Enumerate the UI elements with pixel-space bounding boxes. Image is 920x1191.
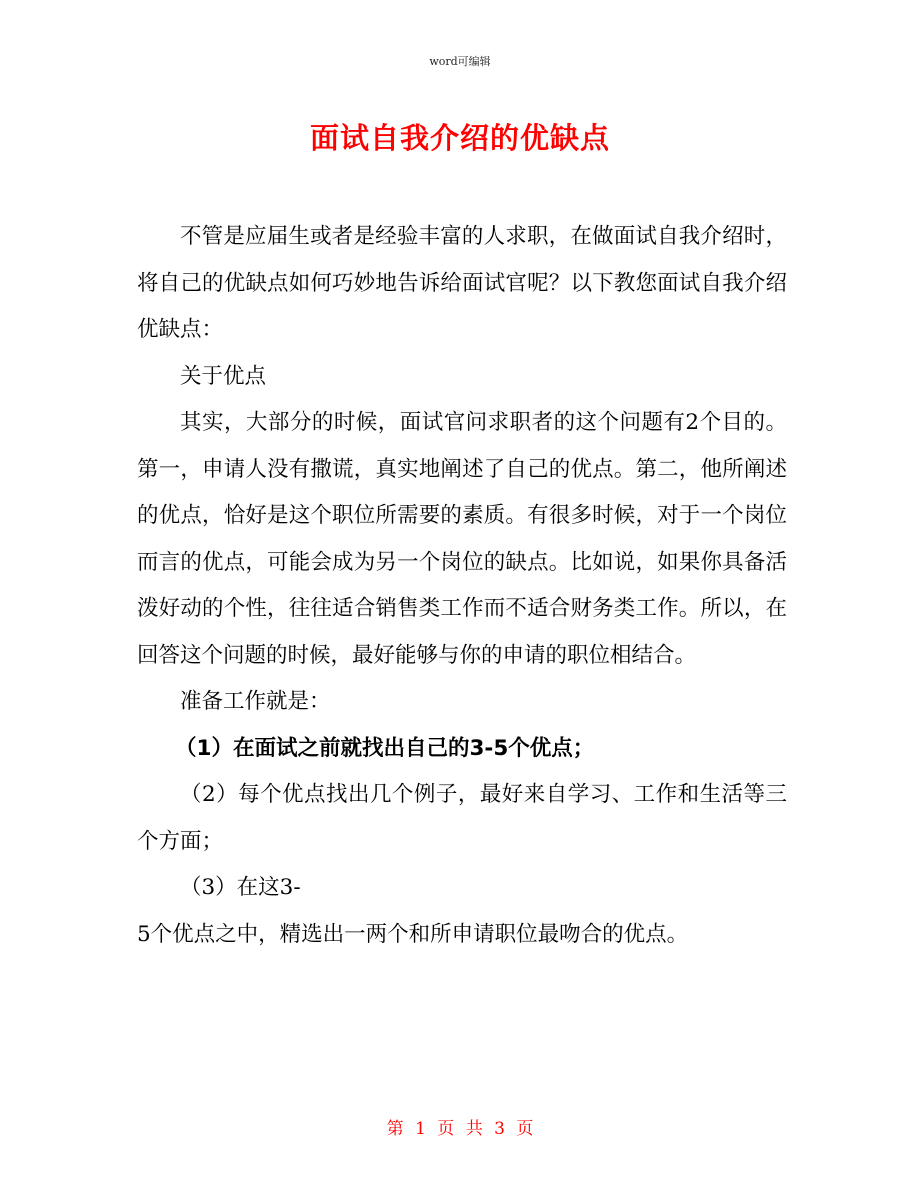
preparation-heading: 准备工作就是： xyxy=(180,689,331,714)
list-item-1: （1）在面试之前就找出自己的3-5个优点； xyxy=(175,735,595,761)
list-item-3-continued: 5个优点之中，精选出一两个和所申请职位最吻合的优点。 xyxy=(137,921,689,947)
document-title: 面试自我介绍的优缺点 xyxy=(309,121,610,155)
document-body xyxy=(137,214,787,958)
intro-paragraph: 不管是应届生或者是经验丰富的人求职，在做面试自我介绍时，将自己的优缺点如何巧妙地告诉给面试官呢？以下教您面试自我介绍优缺点： xyxy=(137,224,787,342)
page-number: 第 1 页 共 3 页 xyxy=(386,1119,534,1139)
header-note: word可编辑 xyxy=(429,55,491,68)
section-heading-strengths: 关于优点 xyxy=(180,363,267,389)
list-item-2: （2）每个优点找出几个例子，最好来自学习、工作和生活等三个方面； xyxy=(137,782,787,854)
list-item-3-start: （3）在这3- xyxy=(180,875,301,900)
strengths-paragraph: 其实，大部分的时候，面试官问求职者的这个问题有2个目的。第一，申请人没有撒谎，真实地阐述了自己的优点。第二，他所阐述的优点，恰好是这个职位所需要的素质。有很多时候，对于一个岗位而言的优点，可能会成为另一个岗位的缺点。比如说，如果你具备活泼好动的个性，往往适合销售类工作而不适合财务类工作。所以，在回答这个问题的时候，最好能够与你的申请的职位相结合。 xyxy=(137,410,787,668)
